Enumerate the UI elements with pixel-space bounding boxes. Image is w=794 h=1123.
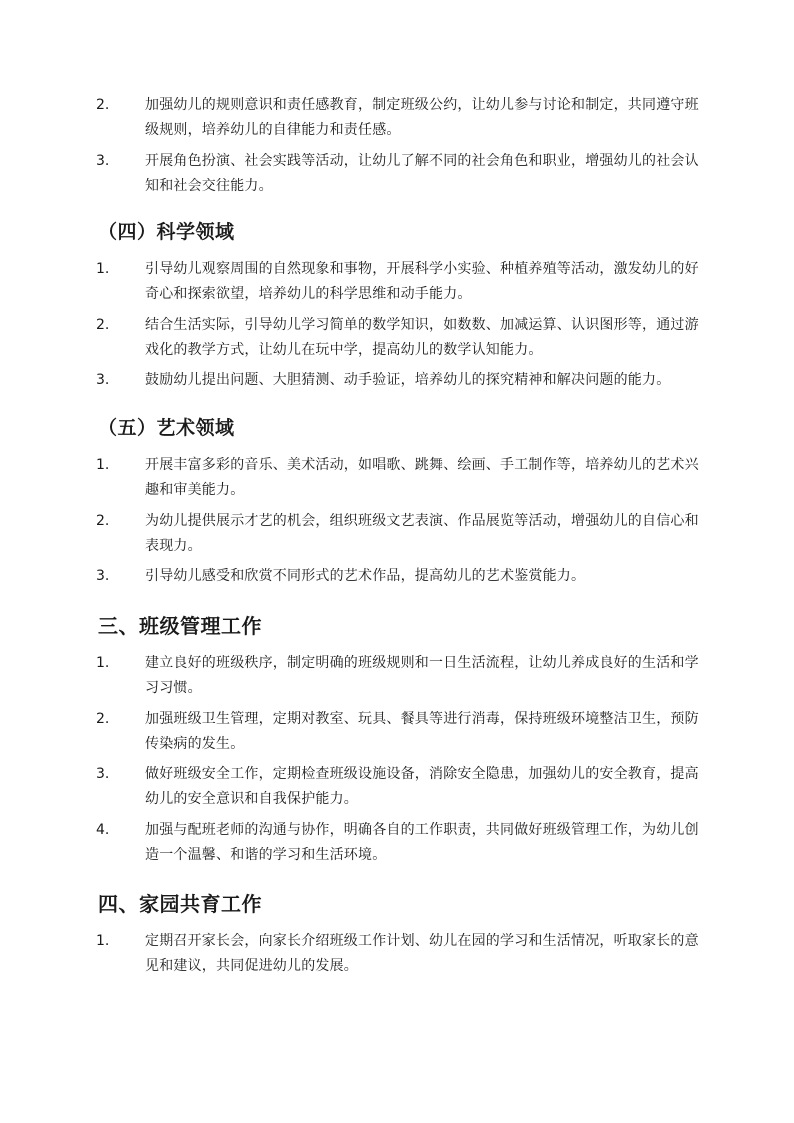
list-item-number: 3. <box>96 766 110 782</box>
section-heading-science: （四）科学领域 <box>98 221 235 243</box>
list-item-number: 1. <box>96 933 110 949</box>
list-item-number: 2. <box>96 711 110 727</box>
list-item-number: 3. <box>96 568 110 584</box>
list-item-number: 3. <box>96 153 110 169</box>
list-item-number: 1. <box>96 457 110 473</box>
list-item-number: 2. <box>96 97 110 113</box>
section-heading-art: （五）艺术领域 <box>98 417 235 439</box>
section-heading-home-school: 四、家园共育工作 <box>98 892 262 916</box>
list-item-text: 为幼儿提供展示才艺的机会，组织班级文艺表演、作品展览等活动，增强幼儿的自信心和表现力。 <box>145 513 699 554</box>
list-item-text: 加强与配班老师的沟通与协作，明确各自的工作职责，共同做好班级管理工作，为幼儿创造一个温馨、和谐的学习和生活环境。 <box>145 822 699 863</box>
list-item-number: 3. <box>96 372 110 388</box>
list-item-number: 4. <box>96 822 110 838</box>
list-item-number: 2. <box>96 317 110 333</box>
list-item-number: 2. <box>96 513 110 529</box>
list-item-number: 1. <box>96 655 110 671</box>
list-item-text: 结合生活实际，引导幼儿学习简单的数学知识，如数数、加减运算、认识图形等，通过游戏化的教学方式，让幼儿在玩中学，提高幼儿的数学认知能力。 <box>145 317 699 358</box>
list-item-text: 加强班级卫生管理，定期对教室、玩具、餐具等进行消毒，保持班级环境整洁卫生，预防传染病的发生。 <box>145 711 699 752</box>
list-item-text: 建立良好的班级秩序，制定明确的班级规则和一日生活流程，让幼儿养成良好的生活和学习习惯。 <box>145 655 699 696</box>
list-item-text: 做好班级安全工作，定期检查班级设施设备，消除安全隐患，加强幼儿的安全教育，提高幼儿的安全意识和自我保护能力。 <box>145 766 699 807</box>
list-item-text: 定期召开家长会，向家长介绍班级工作计划、幼儿在园的学习和生活情况，听取家长的意见和建议，共同促进幼儿的发展。 <box>145 933 699 974</box>
list-item-text: 鼓励幼儿提出问题、大胆猜测、动手验证，培养幼儿的探究精神和解决问题的能力。 <box>145 372 671 388</box>
list-item-number: 1. <box>96 261 110 277</box>
section-heading-class-management: 三、班级管理工作 <box>98 614 262 638</box>
list-item-text: 加强幼儿的规则意识和责任感教育，制定班级公约，让幼儿参与讨论和制定，共同遵守班级规则，培养幼儿的自律能力和责任感。 <box>145 97 699 138</box>
list-item-text: 开展丰富多彩的音乐、美术活动，如唱歌、跳舞、绘画、手工制作等，培养幼儿的艺术兴趣和审美能力。 <box>145 457 699 498</box>
list-item-text: 引导幼儿观察周围的自然现象和事物，开展科学小实验、种植养殖等活动，激发幼儿的好奇心和探索欲望，培养幼儿的科学思维和动手能力。 <box>145 261 699 302</box>
list-item-text: 开展角色扮演、社会实践等活动，让幼儿了解不同的社会角色和职业，增强幼儿的社会认知和社会交往能力。 <box>145 153 699 194</box>
list-item-text: 引导幼儿感受和欣赏不同形式的艺术作品，提高幼儿的艺术鉴赏能力。 <box>145 568 586 584</box>
